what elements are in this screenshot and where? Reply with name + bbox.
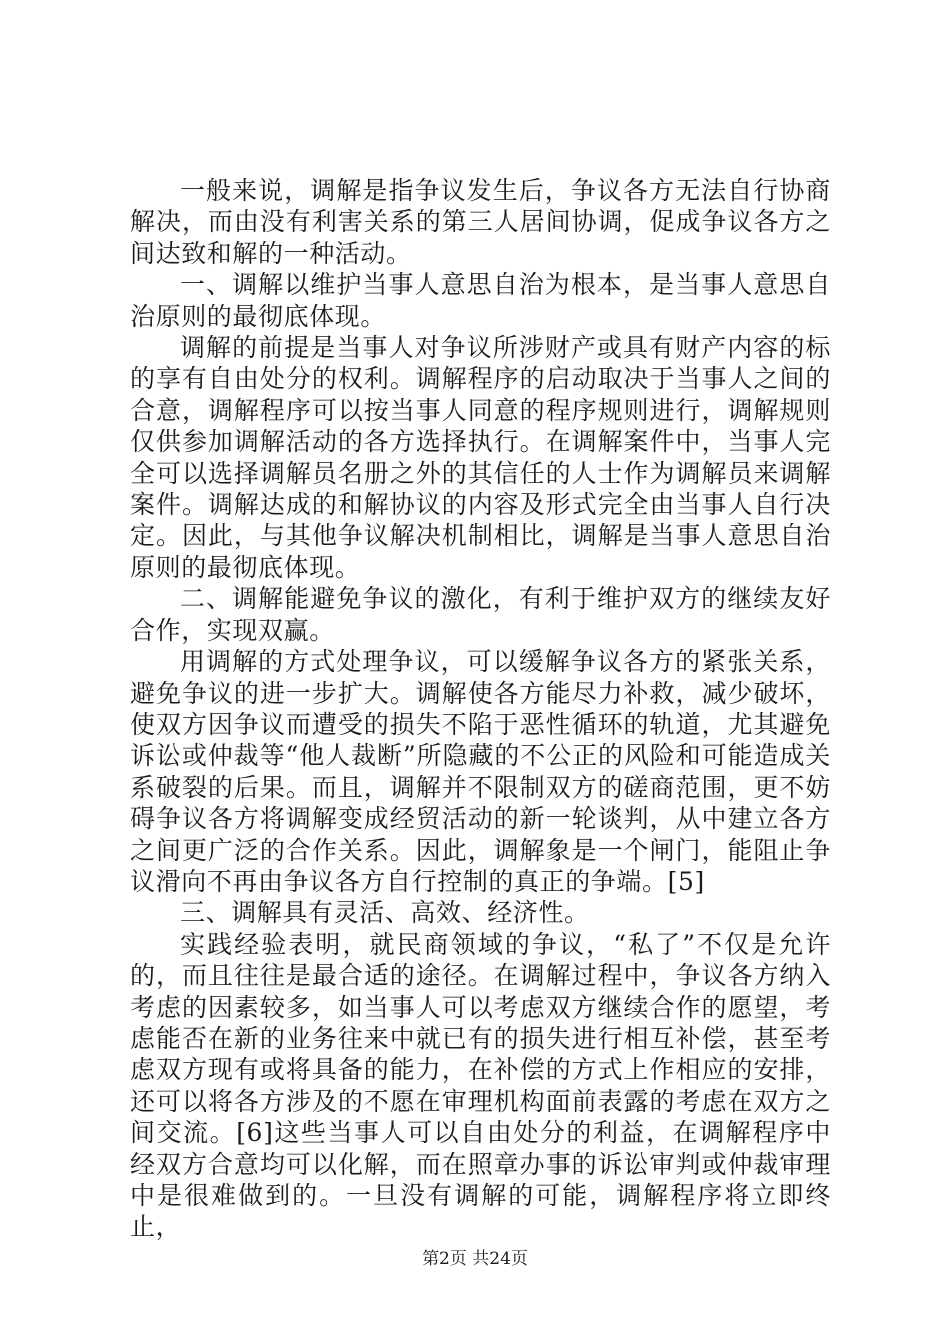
paragraph-heading-1: 一、调解以维护当事人意思自治为根本，是当事人意思自治原则的最彻底体现。 (130, 270, 831, 331)
paragraph-heading-3: 三、调解具有灵活、高效、经济性。 (180, 898, 590, 928)
paragraph-body-1: 调解的前提是当事人对争议所涉财产或具有财产内容的标的享有自由处分的权利。调解程序的启动取决于当事人之间的合意，调解程序可以按当事人同意的程序规则进行，调解规则仅供参加调解活动的各方选择执行。在调解案件中，当事人完全可以选择调解员名册之外的其信任的人士作为调解员来调解案件。调解达成的和解协议的内容及形式完全由当事人自行决定。因此，与其他争议解决机制相比，调解是当事人意思自治原则的最彻底体现。 (130, 333, 831, 582)
paragraph-body-2: 用调解的方式处理争议，可以缓解争议各方的紧张关系，避免争议的进一步扩大。调解使各方能尽力补救，减少破坏，使双方因争议而遭受的损失不陷于恶性循环的轨道，尤其避免诉讼或仲裁等“他人裁断”所隐藏的不公正的风险和可能造成关系破裂的后果。而且，调解并不限制双方的磋商范围，更不妨碍争议各方将调解变成经贸活动的新一轮谈判，从中建立各方之间更广泛的合作关系。因此，调解象是一个闸门，能阻止争议滑向不再由争议各方自行控制的真正的争端。[5] (130, 647, 831, 896)
document-body (130, 175, 831, 1243)
paragraph-definition: 一般来说，调解是指争议发生后，争议各方无法自行协商解决，而由没有利害关系的第三人居间协调，促成争议各方之间达致和解的一种活动。 (130, 176, 831, 268)
page-number-footer: 第2页 共24页 (422, 1249, 528, 1269)
paragraph-heading-2: 二、调解能避免争议的激化，有利于维护双方的继续友好合作，实现双赢。 (130, 584, 831, 645)
paragraph-body-3: 实践经验表明，就民商领域的争议，“私了”不仅是允许的，而且往往是最合适的途径。在调解过程中，争议各方纳入考虑的因素较多，如当事人可以考虑双方继续合作的愿望，考虑能否在新的业务往来中就已有的损失进行相互补偿，甚至考虑双方现有或将具备的能力，在补偿的方式上作相应的安排，还可以将各方涉及的不愿在审理机构面前表露的考虑在双方之间交流。[6]这些当事人可以自由处分的利益，在调解程序中经双方合意均可以化解，而在照章办事的诉讼审判或仲裁审理中是很难做到的。一旦没有调解的可能，调解程序将立即终止， (130, 929, 831, 1242)
